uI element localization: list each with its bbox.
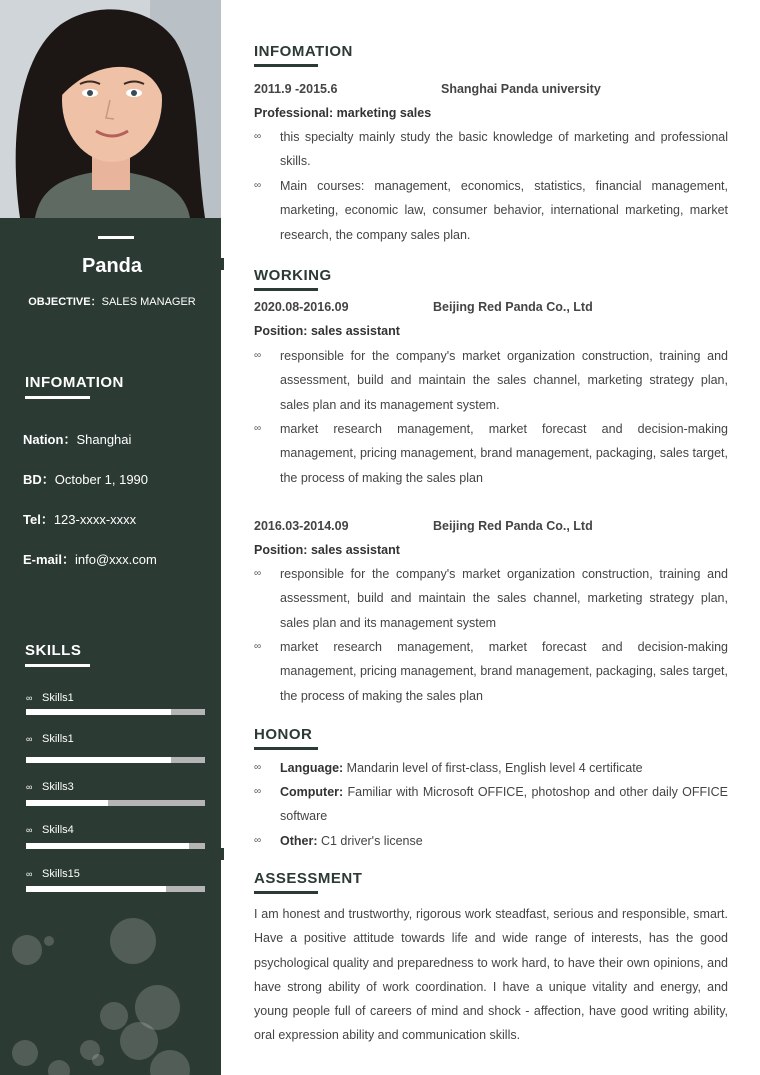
list-item — [254, 756, 728, 780]
list-item-text — [280, 780, 728, 829]
list-item-text: this specialty mainly study the basic knowledge of marketing and professional skills. — [280, 130, 728, 169]
job-position: Position: sales assistant — [254, 543, 400, 557]
job-row — [254, 519, 593, 533]
job-company: Beijing Red Panda Co., Ltd — [433, 519, 593, 533]
portrait-image — [0, 0, 221, 218]
bokeh-decoration — [92, 1054, 104, 1066]
bokeh-decoration — [100, 1002, 128, 1030]
objective — [0, 293, 221, 309]
skill-name: Skills3 — [42, 781, 74, 793]
skill-label — [26, 733, 74, 745]
skill-bar-fill — [26, 800, 108, 806]
list-item-text: responsible for the company's market organization construction, training and assessment, build and maintain the sales channel, marketing strategy plan, sales plan and its management system. — [280, 349, 728, 412]
list-item — [254, 829, 728, 853]
info-email — [23, 549, 157, 568]
honor-value: C1 driver's license — [317, 834, 423, 848]
skill-bar-fill — [26, 843, 189, 849]
skill-name: Skills1 — [42, 733, 74, 745]
main-content — [221, 0, 760, 1075]
link-icon: ∞ — [254, 835, 262, 846]
skill-label — [26, 692, 74, 704]
education-heading: INFOMATION — [254, 43, 353, 60]
link-icon: ∞ — [254, 568, 262, 579]
link-icon: ∞ — [254, 786, 262, 797]
skill-name: Skills1 — [42, 692, 74, 704]
job-position: Position: sales assistant — [254, 324, 400, 338]
honor-value: Familiar with Microsoft OFFICE, photoshop and other daily OFFICE software — [280, 785, 728, 824]
sidebar-info-heading: INFOMATION — [25, 374, 124, 391]
skill-name: Skills4 — [42, 824, 74, 836]
objective-label: OBJECTIVE： — [28, 296, 102, 308]
link-icon: ∞ — [254, 423, 262, 434]
education-period: 2011.9 -2015.6 — [254, 82, 338, 96]
info-nation — [23, 429, 131, 448]
bokeh-decoration — [120, 1022, 158, 1060]
info-value: 123-xxxx-xxxx — [53, 512, 137, 527]
info-label: E-mail： — [23, 552, 76, 567]
info-value: October 1, 1990 — [54, 472, 149, 487]
profile-photo — [0, 0, 221, 218]
skill-bar — [26, 709, 205, 715]
skill-bar — [26, 757, 205, 763]
link-icon: ∞ — [254, 641, 262, 652]
bokeh-decoration — [12, 1040, 38, 1066]
skill-label — [26, 781, 74, 793]
sidebar-skills-heading: SKILLS — [25, 642, 82, 659]
sidebar — [0, 0, 221, 1075]
skill-bar-fill — [26, 886, 166, 892]
skill-bar-fill — [26, 757, 171, 763]
bokeh-decoration — [12, 935, 42, 965]
assessment-text: I am honest and trustworthy, rigorous work steadfast, serious and responsible, smart. Have a positive attitude towards life and wide range of interests, has the good psychological quality and preparedness to work hard, to have their own opinions, and have strong ability of work coordination. I have a unique vitality and energy, and young people full of careers of mind and shock - affection, have good writing ability, oral expression ability and communication skills. — [254, 907, 728, 1043]
link-icon: ∞ — [26, 782, 33, 792]
skill-bar-fill — [26, 709, 171, 715]
link-icon: ∞ — [254, 762, 262, 773]
honor-value: Mandarin level of first-class, English level 4 certificate — [343, 761, 643, 775]
list-item-text: Main courses: management, economics, statistics, financial management, marketing, economic law, consumer behavior, international marketing, market research, the company sales plan. — [280, 179, 728, 242]
education-row — [254, 82, 601, 96]
link-icon: ∞ — [26, 825, 33, 835]
info-label: Nation： — [23, 432, 77, 447]
info-value: Shanghai — [76, 432, 132, 447]
link-icon: ∞ — [254, 350, 262, 361]
link-icon: ∞ — [26, 693, 33, 703]
link-icon: ∞ — [26, 734, 33, 744]
job-row — [254, 300, 593, 314]
objective-value: SALES MANAGER — [101, 296, 196, 308]
info-phone — [23, 509, 136, 528]
working-heading: WORKING — [254, 267, 332, 284]
list-item — [254, 780, 728, 829]
list-item — [254, 174, 728, 247]
link-icon: ∞ — [254, 131, 262, 142]
skill-label — [26, 868, 80, 880]
info-label: Tel： — [23, 512, 54, 527]
skill-label — [26, 824, 74, 836]
list-item-text: responsible for the company's market organization construction, training and assessment, build and maintain the sales channel, marketing strategy plan, sales plan and its management system — [280, 567, 728, 630]
honor-label: Language: — [280, 761, 344, 775]
link-icon: ∞ — [26, 869, 33, 879]
skill-bar — [26, 886, 205, 892]
info-value: info@xxx.com — [75, 552, 157, 567]
honor-label: Other: — [280, 834, 318, 848]
bokeh-decoration — [44, 936, 54, 946]
education-school: Shanghai Panda university — [441, 82, 601, 96]
bokeh-decoration — [150, 1050, 190, 1075]
list-item-text: market research management, market forecast and decision-making management, pricing management, brand management, packaging, sales target, the process of making the sales plan — [280, 640, 728, 703]
list-item-text — [280, 756, 728, 780]
list-item — [254, 125, 728, 174]
list-item-text — [280, 829, 728, 853]
list-item — [254, 344, 728, 417]
info-birthday — [23, 469, 148, 488]
skill-bar — [26, 843, 205, 849]
bokeh-decoration — [110, 918, 156, 964]
name-divider — [98, 236, 134, 239]
honor-heading: HONOR — [254, 726, 313, 743]
link-icon: ∞ — [254, 180, 262, 191]
bokeh-decoration — [48, 1060, 70, 1075]
skill-bar — [26, 800, 205, 806]
list-item — [254, 417, 728, 490]
list-item — [254, 635, 728, 708]
job-period: 2016.03-2014.09 — [254, 519, 349, 533]
assessment-heading: ASSESSMENT — [254, 870, 363, 887]
list-item-text: market research management, market forecast and decision-making management, pricing management, brand management, packaging, sales target, the process of making the sales plan — [280, 422, 728, 485]
info-label: BD： — [23, 472, 55, 487]
list-item — [254, 562, 728, 635]
profile-name: Panda — [81, 255, 143, 277]
honor-label: Computer: — [280, 785, 344, 799]
education-professional: Professional: marketing sales — [254, 106, 432, 120]
skill-name: Skills15 — [42, 868, 80, 880]
job-company: Beijing Red Panda Co., Ltd — [433, 300, 593, 314]
job-period: 2020.08-2016.09 — [254, 300, 349, 314]
